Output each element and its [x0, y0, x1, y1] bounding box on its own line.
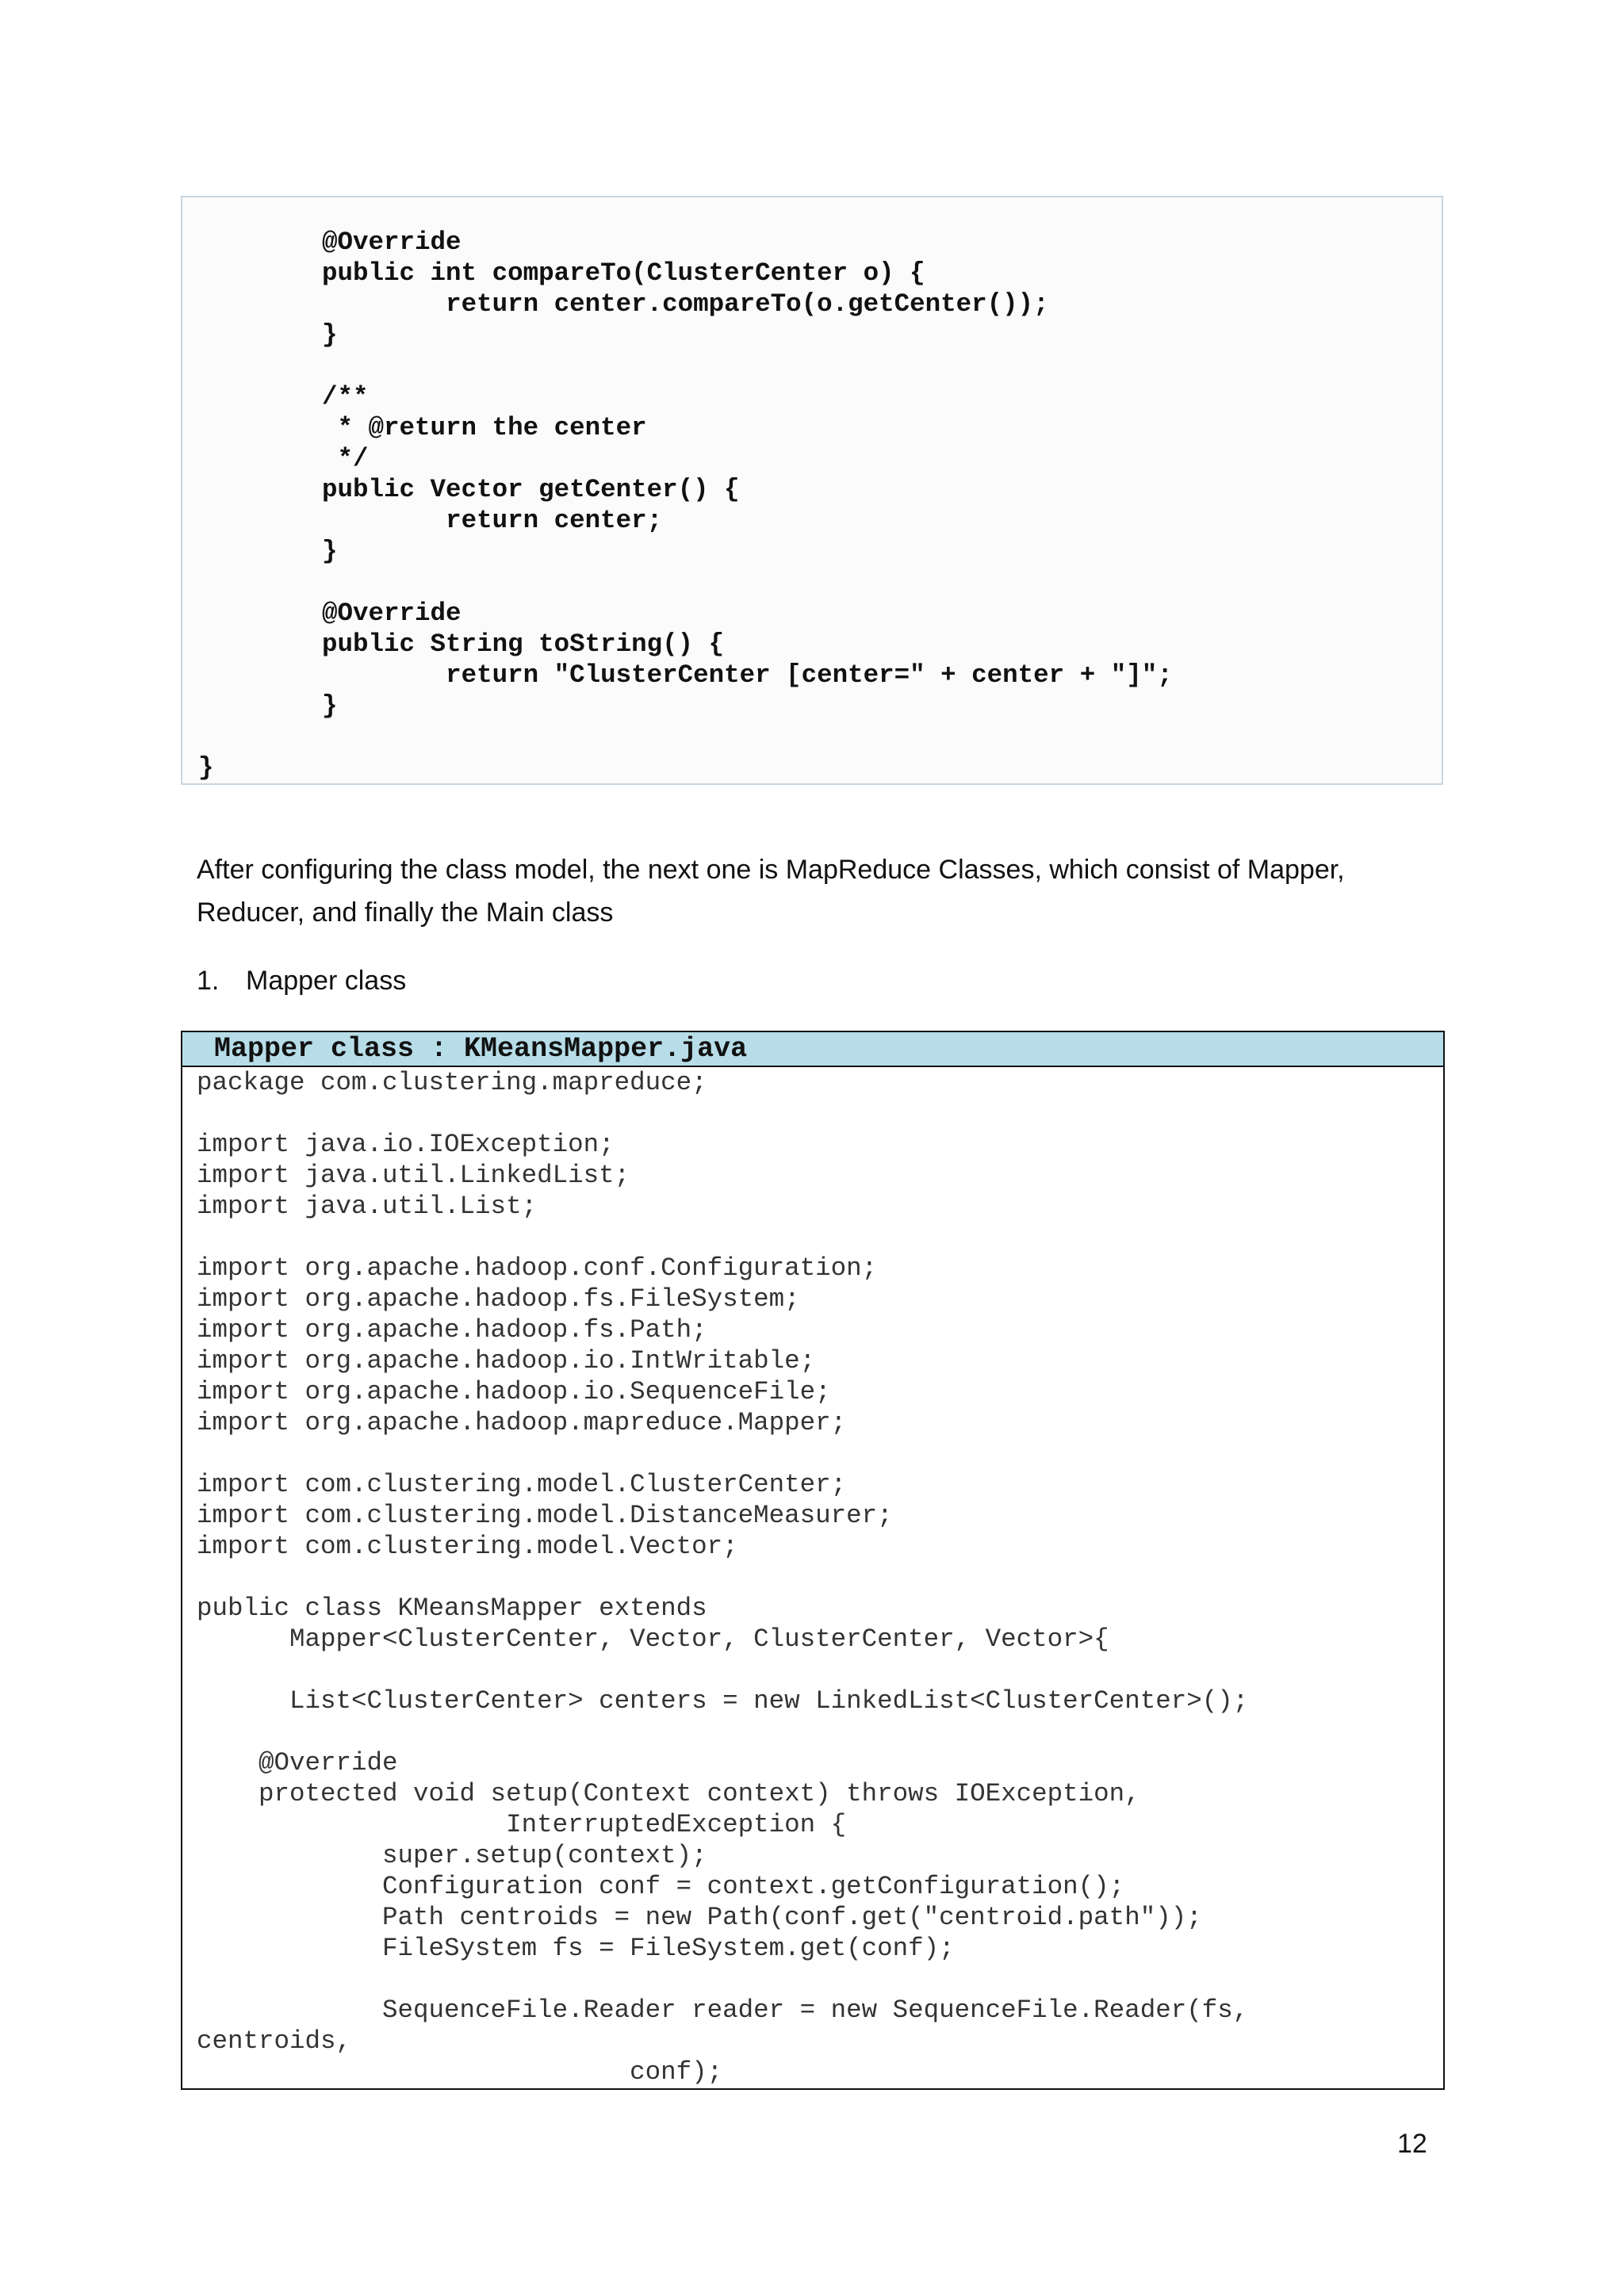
body-paragraph: After configuring the class model, the next one is MapReduce Classes, which consist of Mapper, Reducer, and finally the Main class	[197, 855, 1345, 928]
mapper-code-text: package com.clustering.mapreduce; import java.io.IOException; import java.util.LinkedList; import java.util.List; import org.apache.hadoop.conf.Configuration; import org.apache.hadoop.fs.FileSystem; import org.apache.hadoop.fs.Path; import org.apache.hadoop.io.IntWritable; import org.apache.hadoop.io.SequenceFile; import org.apache.hadoop.mapreduce.Mapper; import com.clustering.model.ClusterCenter; import com.clustering.model.DistanceMeasurer; import com.clustering.model.Vector; public class KMeansMapper extends Mapper<ClusterCenter, Vector, ClusterCenter, Vector>{ List<ClusterCenter> centers = new LinkedList<ClusterCenter>(); @Override protected void setup(Context context) throws IOException, InterruptedException { super.setup(context); Configuration conf = context.getConfiguration(); Path centroids = new Path(conf.get("centroid.path")); FileSystem fs = FileSystem.get(conf); SequenceFile.Reader reader = new SequenceFile.Reader(fs, centroids, conf);	[197, 1068, 1249, 2087]
code-block-top-text: @Override public int compareTo(ClusterCenter o) { return center.compareTo(o.getCenter()); } /** * @return the center */ public Vector getCenter() { return center; } @Override public String toString() { return "ClusterCenter [center=" + center + "]"; } }	[198, 228, 1173, 783]
page-number: 12	[1397, 2129, 1427, 2159]
list-item-mapper-class	[197, 959, 406, 1002]
code-block-top	[181, 196, 1443, 785]
list-item-number: 1.	[197, 966, 220, 996]
mapper-code-box	[181, 1031, 1445, 2090]
mapper-code-title: Mapper class : KMeansMapper.java	[182, 1032, 1443, 1067]
list-item-label: Mapper class	[246, 966, 407, 996]
